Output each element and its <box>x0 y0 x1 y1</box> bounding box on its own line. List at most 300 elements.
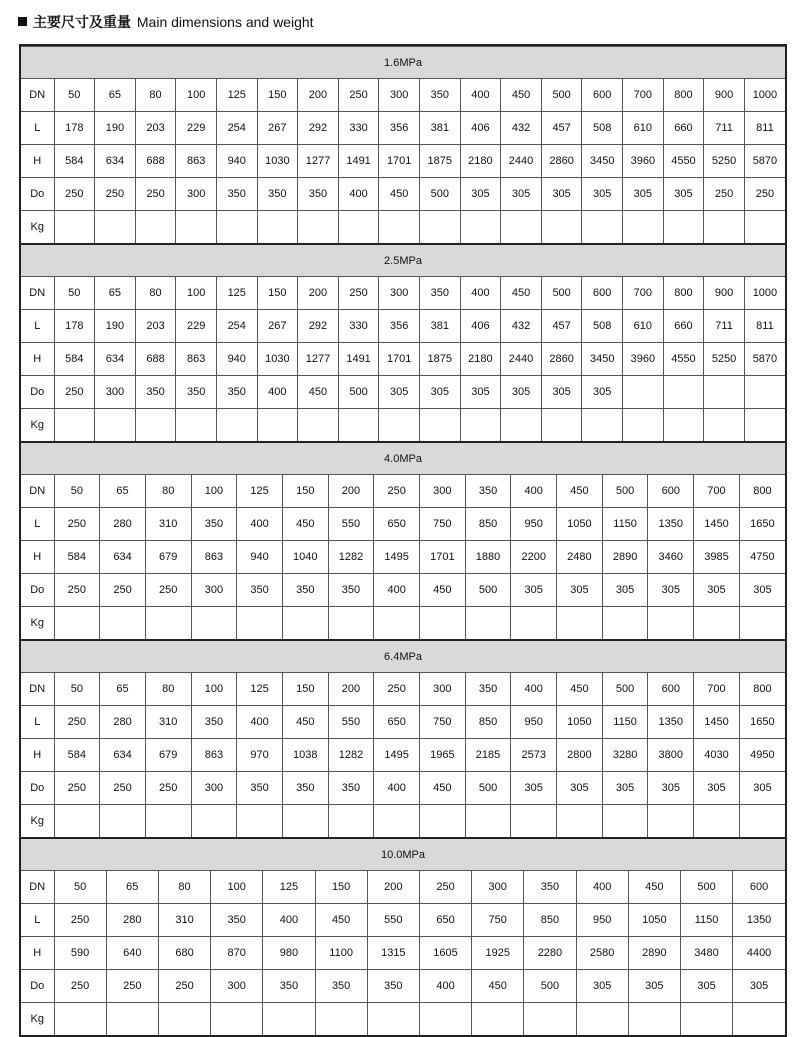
table-cell: 900 <box>704 277 745 310</box>
table-cell: 305 <box>419 376 460 409</box>
table-cell: 800 <box>663 277 704 310</box>
table-cell: 500 <box>541 277 582 310</box>
table-cell: 350 <box>419 79 460 112</box>
row-label: L <box>21 310 54 343</box>
table-cell: 940 <box>216 343 257 376</box>
table-cell <box>704 376 745 409</box>
table-row-h <box>21 739 785 772</box>
table-cell <box>54 1003 106 1036</box>
table-cell: 330 <box>338 112 379 145</box>
table-cell <box>54 211 95 244</box>
table-cell: 381 <box>419 112 460 145</box>
table-cell <box>663 376 704 409</box>
table-cell: 250 <box>338 277 379 310</box>
table-cell <box>338 211 379 244</box>
table-cell <box>557 607 603 640</box>
table-row-kg <box>21 607 785 640</box>
table-cell: 350 <box>282 772 328 805</box>
table-cell: 190 <box>95 112 136 145</box>
table-cell <box>211 1003 263 1036</box>
table-cell <box>524 1003 576 1036</box>
row-label: Kg <box>21 607 54 640</box>
pressure-header-row <box>21 442 785 475</box>
table-cell: 250 <box>145 772 191 805</box>
table-cell <box>282 607 328 640</box>
table-cell: 1701 <box>420 541 466 574</box>
table-cell: 3985 <box>694 541 740 574</box>
table-cell: 600 <box>648 673 694 706</box>
table-cell: 450 <box>501 79 542 112</box>
table-cell: 1880 <box>465 541 511 574</box>
pressure-table-2 <box>21 441 785 639</box>
table-cell: 150 <box>257 79 298 112</box>
row-label: Do <box>21 376 54 409</box>
table-cell <box>694 607 740 640</box>
table-cell: 80 <box>135 79 176 112</box>
table-row-h <box>21 145 785 178</box>
table-cell <box>237 607 283 640</box>
table-cell: 305 <box>582 376 623 409</box>
table-row-h <box>21 541 785 574</box>
table-cell: 5250 <box>704 343 745 376</box>
table-cell: 1000 <box>744 79 785 112</box>
table-row-dn <box>21 871 785 904</box>
table-cell: 305 <box>501 376 542 409</box>
table-cell: 250 <box>158 970 210 1003</box>
table-cell: 300 <box>176 178 217 211</box>
table-cell <box>176 211 217 244</box>
table-cell: 250 <box>374 475 420 508</box>
title-en: Main dimensions and weight <box>136 14 314 30</box>
table-row-kg <box>21 211 785 244</box>
table-cell: 590 <box>54 937 106 970</box>
table-cell: 711 <box>704 310 745 343</box>
table-cell <box>648 607 694 640</box>
table-cell: 300 <box>379 277 420 310</box>
table-cell <box>694 805 740 838</box>
table-cell: 305 <box>663 178 704 211</box>
table-cell: 305 <box>511 574 557 607</box>
table-cell <box>648 805 694 838</box>
table-cell: 400 <box>460 277 501 310</box>
table-cell: 305 <box>733 970 785 1003</box>
table-cell: 250 <box>54 178 95 211</box>
table-cell: 850 <box>465 706 511 739</box>
table-cell: 190 <box>95 310 136 343</box>
table-cell: 267 <box>257 310 298 343</box>
table-cell <box>54 409 95 442</box>
table-cell: 811 <box>744 112 785 145</box>
table-cell: 4750 <box>739 541 785 574</box>
pressure-header-row <box>21 838 785 871</box>
table-cell <box>176 409 217 442</box>
pressure-rating: 1.6MPa <box>21 47 785 79</box>
table-cell <box>733 1003 785 1036</box>
table-cell: 700 <box>623 79 664 112</box>
table-cell: 305 <box>379 376 420 409</box>
bullet-square-icon <box>18 17 27 26</box>
table-cell: 4030 <box>694 739 740 772</box>
table-cell: 310 <box>145 508 191 541</box>
table-cell: 305 <box>557 772 603 805</box>
table-cell: 1030 <box>257 145 298 178</box>
table-cell <box>420 607 466 640</box>
table-cell: 203 <box>135 310 176 343</box>
table-cell <box>367 1003 419 1036</box>
table-cell <box>328 607 374 640</box>
table-cell: 650 <box>374 706 420 739</box>
table-cell <box>744 376 785 409</box>
table-cell: 305 <box>460 376 501 409</box>
table-cell: 750 <box>420 508 466 541</box>
table-cell: 500 <box>465 574 511 607</box>
table-cell <box>511 607 557 640</box>
table-cell: 406 <box>460 310 501 343</box>
table-cell: 2800 <box>557 739 603 772</box>
table-cell: 305 <box>460 178 501 211</box>
table-cell: 3280 <box>602 739 648 772</box>
table-cell: 125 <box>263 871 315 904</box>
row-label: Kg <box>21 805 54 838</box>
table-cell: 688 <box>135 145 176 178</box>
table-cell <box>135 211 176 244</box>
table-cell: 1282 <box>328 739 374 772</box>
pressure-rating: 6.4MPa <box>21 640 785 673</box>
table-cell <box>54 607 100 640</box>
table-cell: 305 <box>541 178 582 211</box>
row-label: Kg <box>21 1003 54 1036</box>
table-cell: 350 <box>328 772 374 805</box>
table-cell: 4950 <box>739 739 785 772</box>
table-cell: 811 <box>744 310 785 343</box>
table-cell <box>460 211 501 244</box>
table-cell: 1350 <box>733 904 785 937</box>
table-cell: 1100 <box>315 937 367 970</box>
table-cell: 634 <box>100 541 146 574</box>
table-cell: 679 <box>145 541 191 574</box>
table-cell: 300 <box>95 376 136 409</box>
table-cell <box>100 805 146 838</box>
table-cell: 1925 <box>472 937 524 970</box>
row-label: Do <box>21 970 54 1003</box>
row-label: L <box>21 904 54 937</box>
table-cell: 980 <box>263 937 315 970</box>
table-cell: 50 <box>54 79 95 112</box>
table-cell: 65 <box>95 79 136 112</box>
table-cell: 600 <box>582 277 623 310</box>
table-cell: 250 <box>54 970 106 1003</box>
table-cell: 700 <box>694 475 740 508</box>
table-cell: 3800 <box>648 739 694 772</box>
table-cell: 150 <box>315 871 367 904</box>
table-cell: 305 <box>541 376 582 409</box>
table-cell: 305 <box>739 772 785 805</box>
table-cell: 300 <box>420 673 466 706</box>
table-cell <box>328 805 374 838</box>
table-cell: 800 <box>739 673 785 706</box>
table-cell: 200 <box>367 871 419 904</box>
table-cell: 850 <box>524 904 576 937</box>
table-cell: 950 <box>511 508 557 541</box>
table-cell: 350 <box>191 508 237 541</box>
table-cell <box>95 211 136 244</box>
table-cell: 150 <box>282 475 328 508</box>
table-cell: 1965 <box>420 739 466 772</box>
table-cell: 65 <box>106 871 158 904</box>
table-cell: 863 <box>191 541 237 574</box>
table-cell: 400 <box>419 970 471 1003</box>
table-cell <box>191 805 237 838</box>
table-cell: 3960 <box>623 145 664 178</box>
table-cell <box>419 409 460 442</box>
table-cell <box>106 1003 158 1036</box>
row-label: DN <box>21 475 54 508</box>
table-cell: 550 <box>328 706 374 739</box>
table-cell: 800 <box>663 79 704 112</box>
table-cell: 600 <box>733 871 785 904</box>
pressure-rating: 2.5MPa <box>21 244 785 277</box>
table-cell: 400 <box>263 904 315 937</box>
table-cell <box>557 805 603 838</box>
table-cell: 305 <box>680 970 732 1003</box>
table-cell: 3450 <box>582 343 623 376</box>
table-cell: 1491 <box>338 145 379 178</box>
table-cell: 2280 <box>524 937 576 970</box>
table-cell: 229 <box>176 112 217 145</box>
table-cell: 1050 <box>557 508 603 541</box>
table-cell: 950 <box>576 904 628 937</box>
table-cell: 305 <box>557 574 603 607</box>
row-label: H <box>21 739 54 772</box>
table-cell: 1038 <box>282 739 328 772</box>
table-cell: 711 <box>704 112 745 145</box>
table-cell <box>680 1003 732 1036</box>
table-cell: 1650 <box>739 508 785 541</box>
table-cell: 432 <box>501 112 542 145</box>
page-title <box>18 12 314 32</box>
table-cell: 450 <box>472 970 524 1003</box>
table-cell: 406 <box>460 112 501 145</box>
table-cell: 2890 <box>628 937 680 970</box>
table-cell <box>739 607 785 640</box>
table-cell: 250 <box>338 79 379 112</box>
pressure-header-row <box>21 640 785 673</box>
table-row-kg <box>21 1003 785 1036</box>
table-cell: 700 <box>623 277 664 310</box>
table-cell <box>419 1003 471 1036</box>
table-cell: 50 <box>54 673 100 706</box>
table-cell: 550 <box>367 904 419 937</box>
table-cell: 350 <box>465 673 511 706</box>
row-label: Do <box>21 772 54 805</box>
table-cell: 305 <box>576 970 628 1003</box>
table-cell <box>582 211 623 244</box>
table-cell: 400 <box>374 772 420 805</box>
table-row-dn <box>21 79 785 112</box>
table-cell: 350 <box>419 277 460 310</box>
table-cell: 305 <box>648 574 694 607</box>
table-cell: 100 <box>191 475 237 508</box>
table-cell: 50 <box>54 871 106 904</box>
table-cell: 100 <box>211 871 263 904</box>
table-cell <box>739 805 785 838</box>
table-cell: 305 <box>602 772 648 805</box>
table-cell: 2480 <box>557 541 603 574</box>
table-row-do <box>21 970 785 1003</box>
table-cell <box>541 409 582 442</box>
row-label: L <box>21 706 54 739</box>
table-cell: 4550 <box>663 343 704 376</box>
table-cell <box>576 1003 628 1036</box>
table-cell: 450 <box>282 508 328 541</box>
table-cell: 100 <box>191 673 237 706</box>
table-cell: 1495 <box>374 541 420 574</box>
table-cell: 950 <box>511 706 557 739</box>
table-cell <box>379 211 420 244</box>
table-cell: 300 <box>379 79 420 112</box>
table-cell <box>460 409 501 442</box>
table-cell: 350 <box>176 376 217 409</box>
table-cell: 584 <box>54 145 95 178</box>
table-cell: 250 <box>54 904 106 937</box>
table-cell: 5870 <box>744 145 785 178</box>
table-cell: 1000 <box>744 277 785 310</box>
table-cell: 80 <box>145 673 191 706</box>
table-cell: 350 <box>135 376 176 409</box>
table-cell: 200 <box>328 673 374 706</box>
pressure-table-1 <box>21 243 785 441</box>
table-cell: 350 <box>524 871 576 904</box>
table-cell: 292 <box>298 112 339 145</box>
table-cell <box>541 211 582 244</box>
table-cell: 65 <box>100 673 146 706</box>
table-cell: 450 <box>315 904 367 937</box>
table-cell: 300 <box>472 871 524 904</box>
table-cell <box>191 607 237 640</box>
table-cell: 305 <box>694 772 740 805</box>
table-cell <box>100 607 146 640</box>
table-cell: 65 <box>95 277 136 310</box>
table-cell: 584 <box>54 343 95 376</box>
table-cell: 400 <box>511 475 557 508</box>
table-cell: 450 <box>628 871 680 904</box>
table-cell: 250 <box>106 970 158 1003</box>
table-cell: 634 <box>100 739 146 772</box>
table-cell <box>315 1003 367 1036</box>
table-cell: 1315 <box>367 937 419 970</box>
table-cell: 450 <box>501 277 542 310</box>
table-cell: 400 <box>237 706 283 739</box>
table-cell: 500 <box>338 376 379 409</box>
table-cell: 600 <box>648 475 694 508</box>
table-cell: 2440 <box>501 145 542 178</box>
table-cell <box>744 409 785 442</box>
table-cell: 450 <box>298 376 339 409</box>
table-cell: 300 <box>211 970 263 1003</box>
pressure-rating: 4.0MPa <box>21 442 785 475</box>
table-cell: 970 <box>237 739 283 772</box>
table-cell: 300 <box>191 772 237 805</box>
table-cell: 350 <box>237 574 283 607</box>
table-cell: 254 <box>216 112 257 145</box>
table-cell: 305 <box>739 574 785 607</box>
table-cell: 634 <box>95 145 136 178</box>
table-cell <box>704 211 745 244</box>
table-cell: 305 <box>648 772 694 805</box>
table-cell: 1701 <box>379 145 420 178</box>
table-cell: 1491 <box>338 343 379 376</box>
table-cell <box>704 409 745 442</box>
table-cell: 350 <box>367 970 419 1003</box>
table-cell <box>602 607 648 640</box>
table-cell <box>54 805 100 838</box>
table-cell: 450 <box>282 706 328 739</box>
table-cell: 400 <box>374 574 420 607</box>
table-cell <box>465 805 511 838</box>
table-cell: 4550 <box>663 145 704 178</box>
row-label: Kg <box>21 211 54 244</box>
table-cell: 5870 <box>744 343 785 376</box>
table-cell: 356 <box>379 112 420 145</box>
table-cell: 50 <box>54 277 95 310</box>
table-cell <box>216 409 257 442</box>
table-cell: 350 <box>211 904 263 937</box>
table-cell: 2180 <box>460 145 501 178</box>
table-cell: 250 <box>95 178 136 211</box>
row-label: L <box>21 112 54 145</box>
table-cell: 200 <box>298 79 339 112</box>
table-cell: 100 <box>176 79 217 112</box>
table-cell: 450 <box>420 772 466 805</box>
table-cell: 500 <box>680 871 732 904</box>
table-cell: 679 <box>145 739 191 772</box>
pressure-table-0 <box>21 46 785 243</box>
table-cell: 250 <box>54 772 100 805</box>
table-cell: 350 <box>257 178 298 211</box>
table-cell: 80 <box>158 871 210 904</box>
table-cell: 1875 <box>419 145 460 178</box>
table-cell: 250 <box>54 508 100 541</box>
table-cell: 400 <box>257 376 298 409</box>
table-cell: 65 <box>100 475 146 508</box>
table-cell: 400 <box>338 178 379 211</box>
table-cell: 900 <box>704 79 745 112</box>
table-cell: 125 <box>216 79 257 112</box>
pressure-table-3 <box>21 639 785 837</box>
table-cell: 250 <box>704 178 745 211</box>
row-label: Do <box>21 574 54 607</box>
table-cell: 350 <box>465 475 511 508</box>
table-cell <box>95 409 136 442</box>
table-cell: 2860 <box>541 343 582 376</box>
table-cell: 584 <box>54 541 100 574</box>
table-cell: 610 <box>623 310 664 343</box>
table-cell <box>374 607 420 640</box>
table-cell: 3960 <box>623 343 664 376</box>
table-cell: 432 <box>501 310 542 343</box>
table-cell: 200 <box>328 475 374 508</box>
table-cell: 100 <box>176 277 217 310</box>
table-cell: 250 <box>54 706 100 739</box>
table-cell: 254 <box>216 310 257 343</box>
table-cell: 1350 <box>648 508 694 541</box>
table-row-do <box>21 376 785 409</box>
table-cell: 356 <box>379 310 420 343</box>
pressure-table-4 <box>21 837 785 1035</box>
table-cell: 305 <box>694 574 740 607</box>
table-cell: 2185 <box>465 739 511 772</box>
table-cell: 3460 <box>648 541 694 574</box>
